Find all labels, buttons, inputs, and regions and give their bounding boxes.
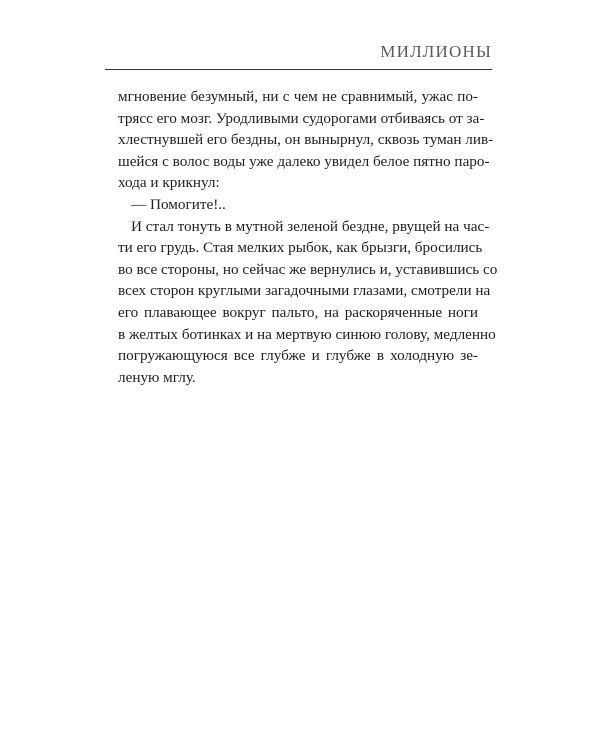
body-text [118, 86, 498, 388]
header-rule [105, 69, 492, 70]
text-line: И стал тонуть в мутной зеленой бездне, рвущей на час- [131, 217, 490, 235]
text-line: хлестнувшей его бездны, он вынырнул, сквозь туман лив- [118, 131, 494, 149]
text-line: погружающуюся все глубже и глубже в холодную зе- [118, 347, 478, 365]
text-line: всех сторон круглыми загадочными глазами, смотрели на [118, 282, 491, 300]
text-line: мгновение безумный, ни с чем не сравнимый, ужас по- [118, 88, 478, 105]
text-line: ти его грудь. Стая мелких рыбок, как брызги, бросились [118, 239, 483, 257]
text-line: хода и крикнул: [118, 174, 220, 192]
text-line: леную мглу. [118, 368, 196, 386]
text-line: во все стороны, но сейчас же вернулись и, уставившись со [118, 260, 498, 278]
text-line: в желтых ботинках и на мертвую синюю голову, медленно [118, 325, 496, 343]
text-line: его плавающее вокруг пальто, на раскоряченные ноги [118, 303, 478, 321]
dialogue-line: — Помогите!.. [131, 195, 226, 213]
text-line: трясс его мозг. Уродливыми судорогами отбиваясь от за- [118, 109, 485, 127]
running-head-title: МИЛЛИОНЫ [380, 42, 492, 61]
text-line: шейся с волос воды уже далеко увидел белое пятно паро- [118, 152, 490, 170]
